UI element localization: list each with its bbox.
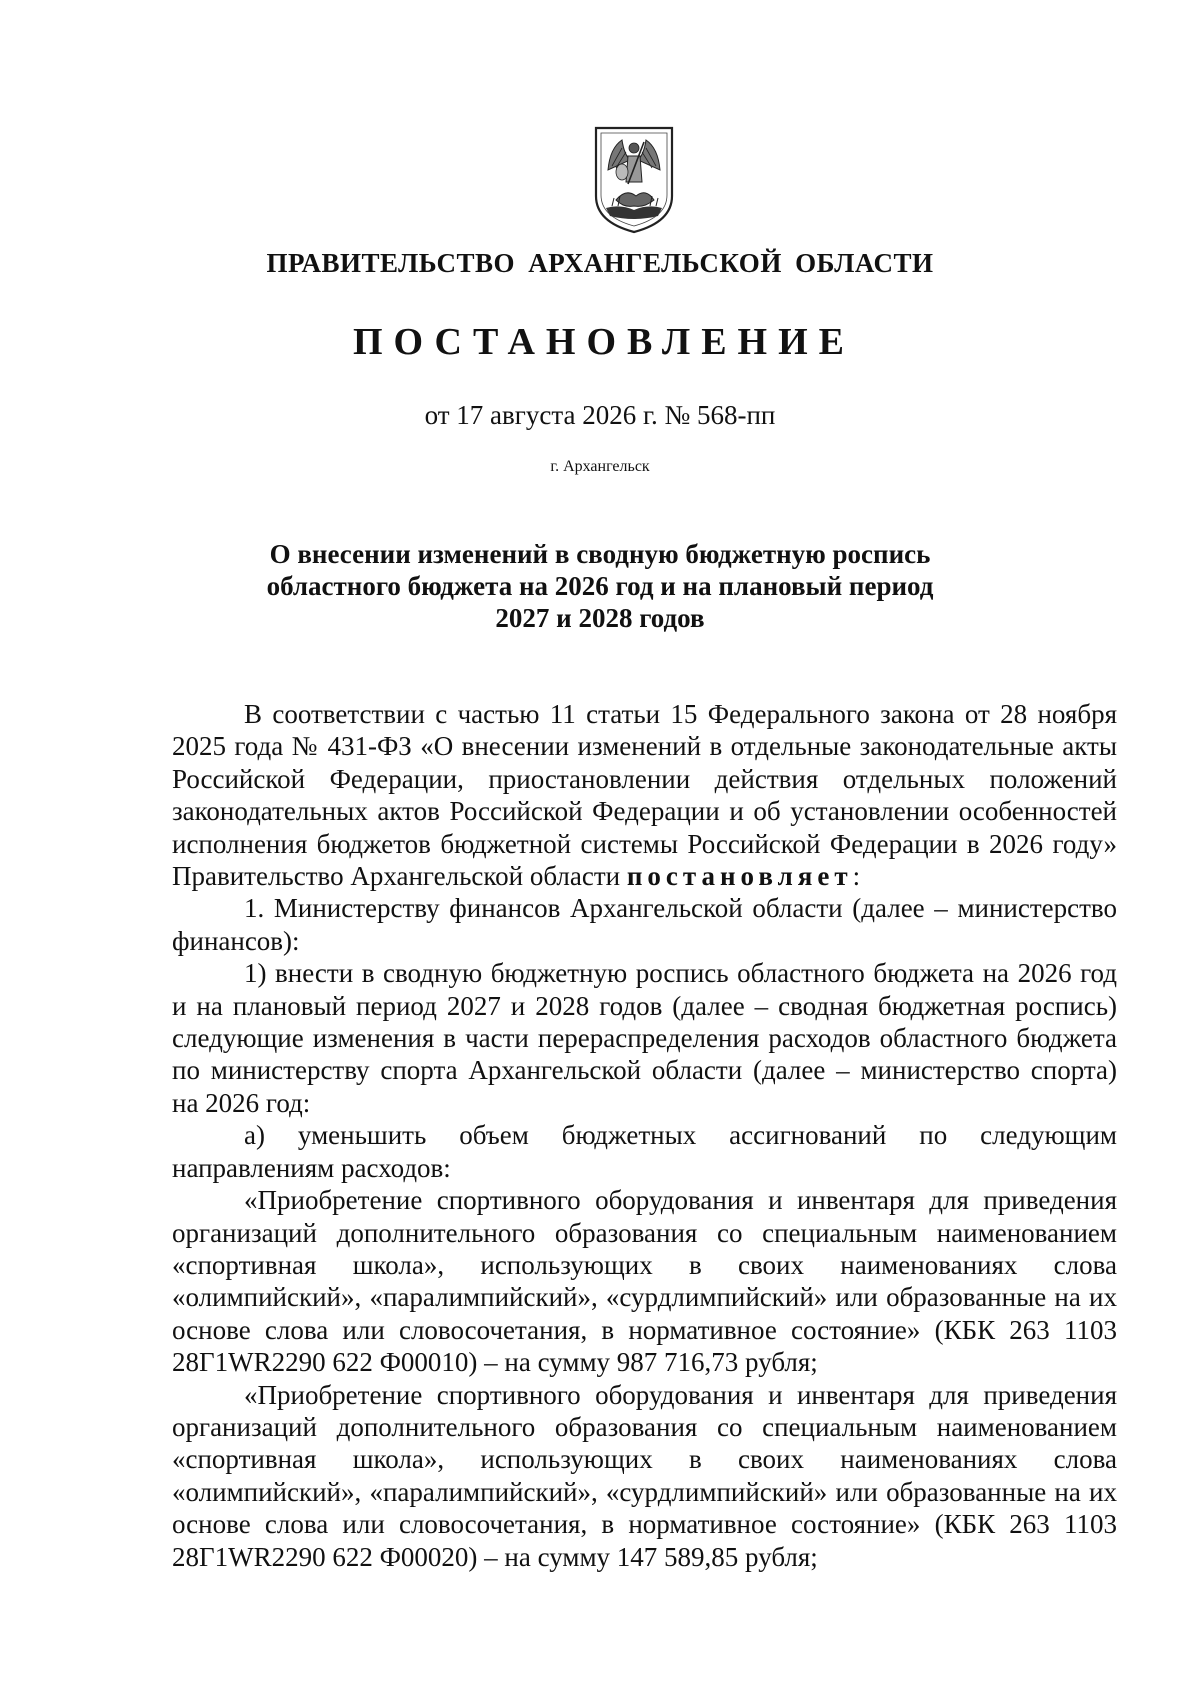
document-city: г. Архангельск [550,458,650,475]
paragraph-subitem-1: 1) внести в сводную бюджетную роспись областного бюджета на 2026 год и на плановый период 2027 и 2028 годов (далее – сводная бюджетная роспись) следующие изменения в части перераспределения расходов областного бюджета по министерству спорта Архангельской области (далее – министерство спорта) на 2026 год: [172,958,1117,1118]
preamble-colon: : [852,861,861,892]
document-body [172,698,1117,1573]
coat-of-arms-emblem [592,126,676,234]
preamble-text: В соответствии с частью 11 статьи 15 Федерального закона от 28 ноября 2025 года № 431-ФЗ «О внесении изменений в отдельные законодательные акты Российской Федерации, приостановлении действия отдельных положений законодательных актов Российской Федерации и об установлении особенностей исполнения бюджетов бюджетной системы Российской Федерации в 2026 году» Правительство Архангельской области [172,699,1117,892]
document-date-number: от 17 августа 2026 г. № 568-пп [424,400,776,430]
paragraph-item-1: 1. Министерству финансов Архангельской области (далее – министерство финансов): [172,893,1117,956]
paragraph-expense-2: «Приобретение спортивного оборудования и инвентаря для приведения организаций дополнительного образования со специальным наименованием «спортивная школа», использующих в своих наименованиях слова «олимпийский», «паралимпийский», «сурдлимпийский» или образованные на их основе слова или словосочетания, в нормативное состояние» (КБК 263 1103 28Г1WR2290 622 Ф00020) – на сумму 147 589,85 рубля; [172,1379,1117,1572]
paragraph-preamble [172,698,1117,892]
document-subject [200,538,1000,634]
subject-line-2: областного бюджета на 2026 год и на плановый период [266,571,934,601]
document-type-title: ПОСТАНОВЛЕНИЕ [352,321,856,363]
resolves-verb: постановляет [626,861,853,892]
paragraph-expense-1: «Приобретение спортивного оборудования и инвентаря для приведения организаций дополнительного образования со специальным наименованием «спортивная школа», использующих в своих наименованиях слова «олимпийский», «паралимпийский», «сурдлимпийский» или образованные на их основе слова или словосочетания, в нормативное состояние» (КБК 263 1103 28Г1WR2290 622 Ф00010) – на сумму 987 716,73 рубля; [172,1185,1117,1378]
subject-line-3: 2027 и 2028 годов [495,603,705,633]
paragraph-subitem-a: а) уменьшить объем бюджетных ассигнований по следующим направлениям расходов: [172,1120,1117,1183]
subject-line-1: О внесении изменений в сводную бюджетную роспись [269,539,931,569]
government-title: ПРАВИТЕЛЬСТВО АРХАНГЕЛЬСКОЙ ОБЛАСТИ [266,248,934,278]
